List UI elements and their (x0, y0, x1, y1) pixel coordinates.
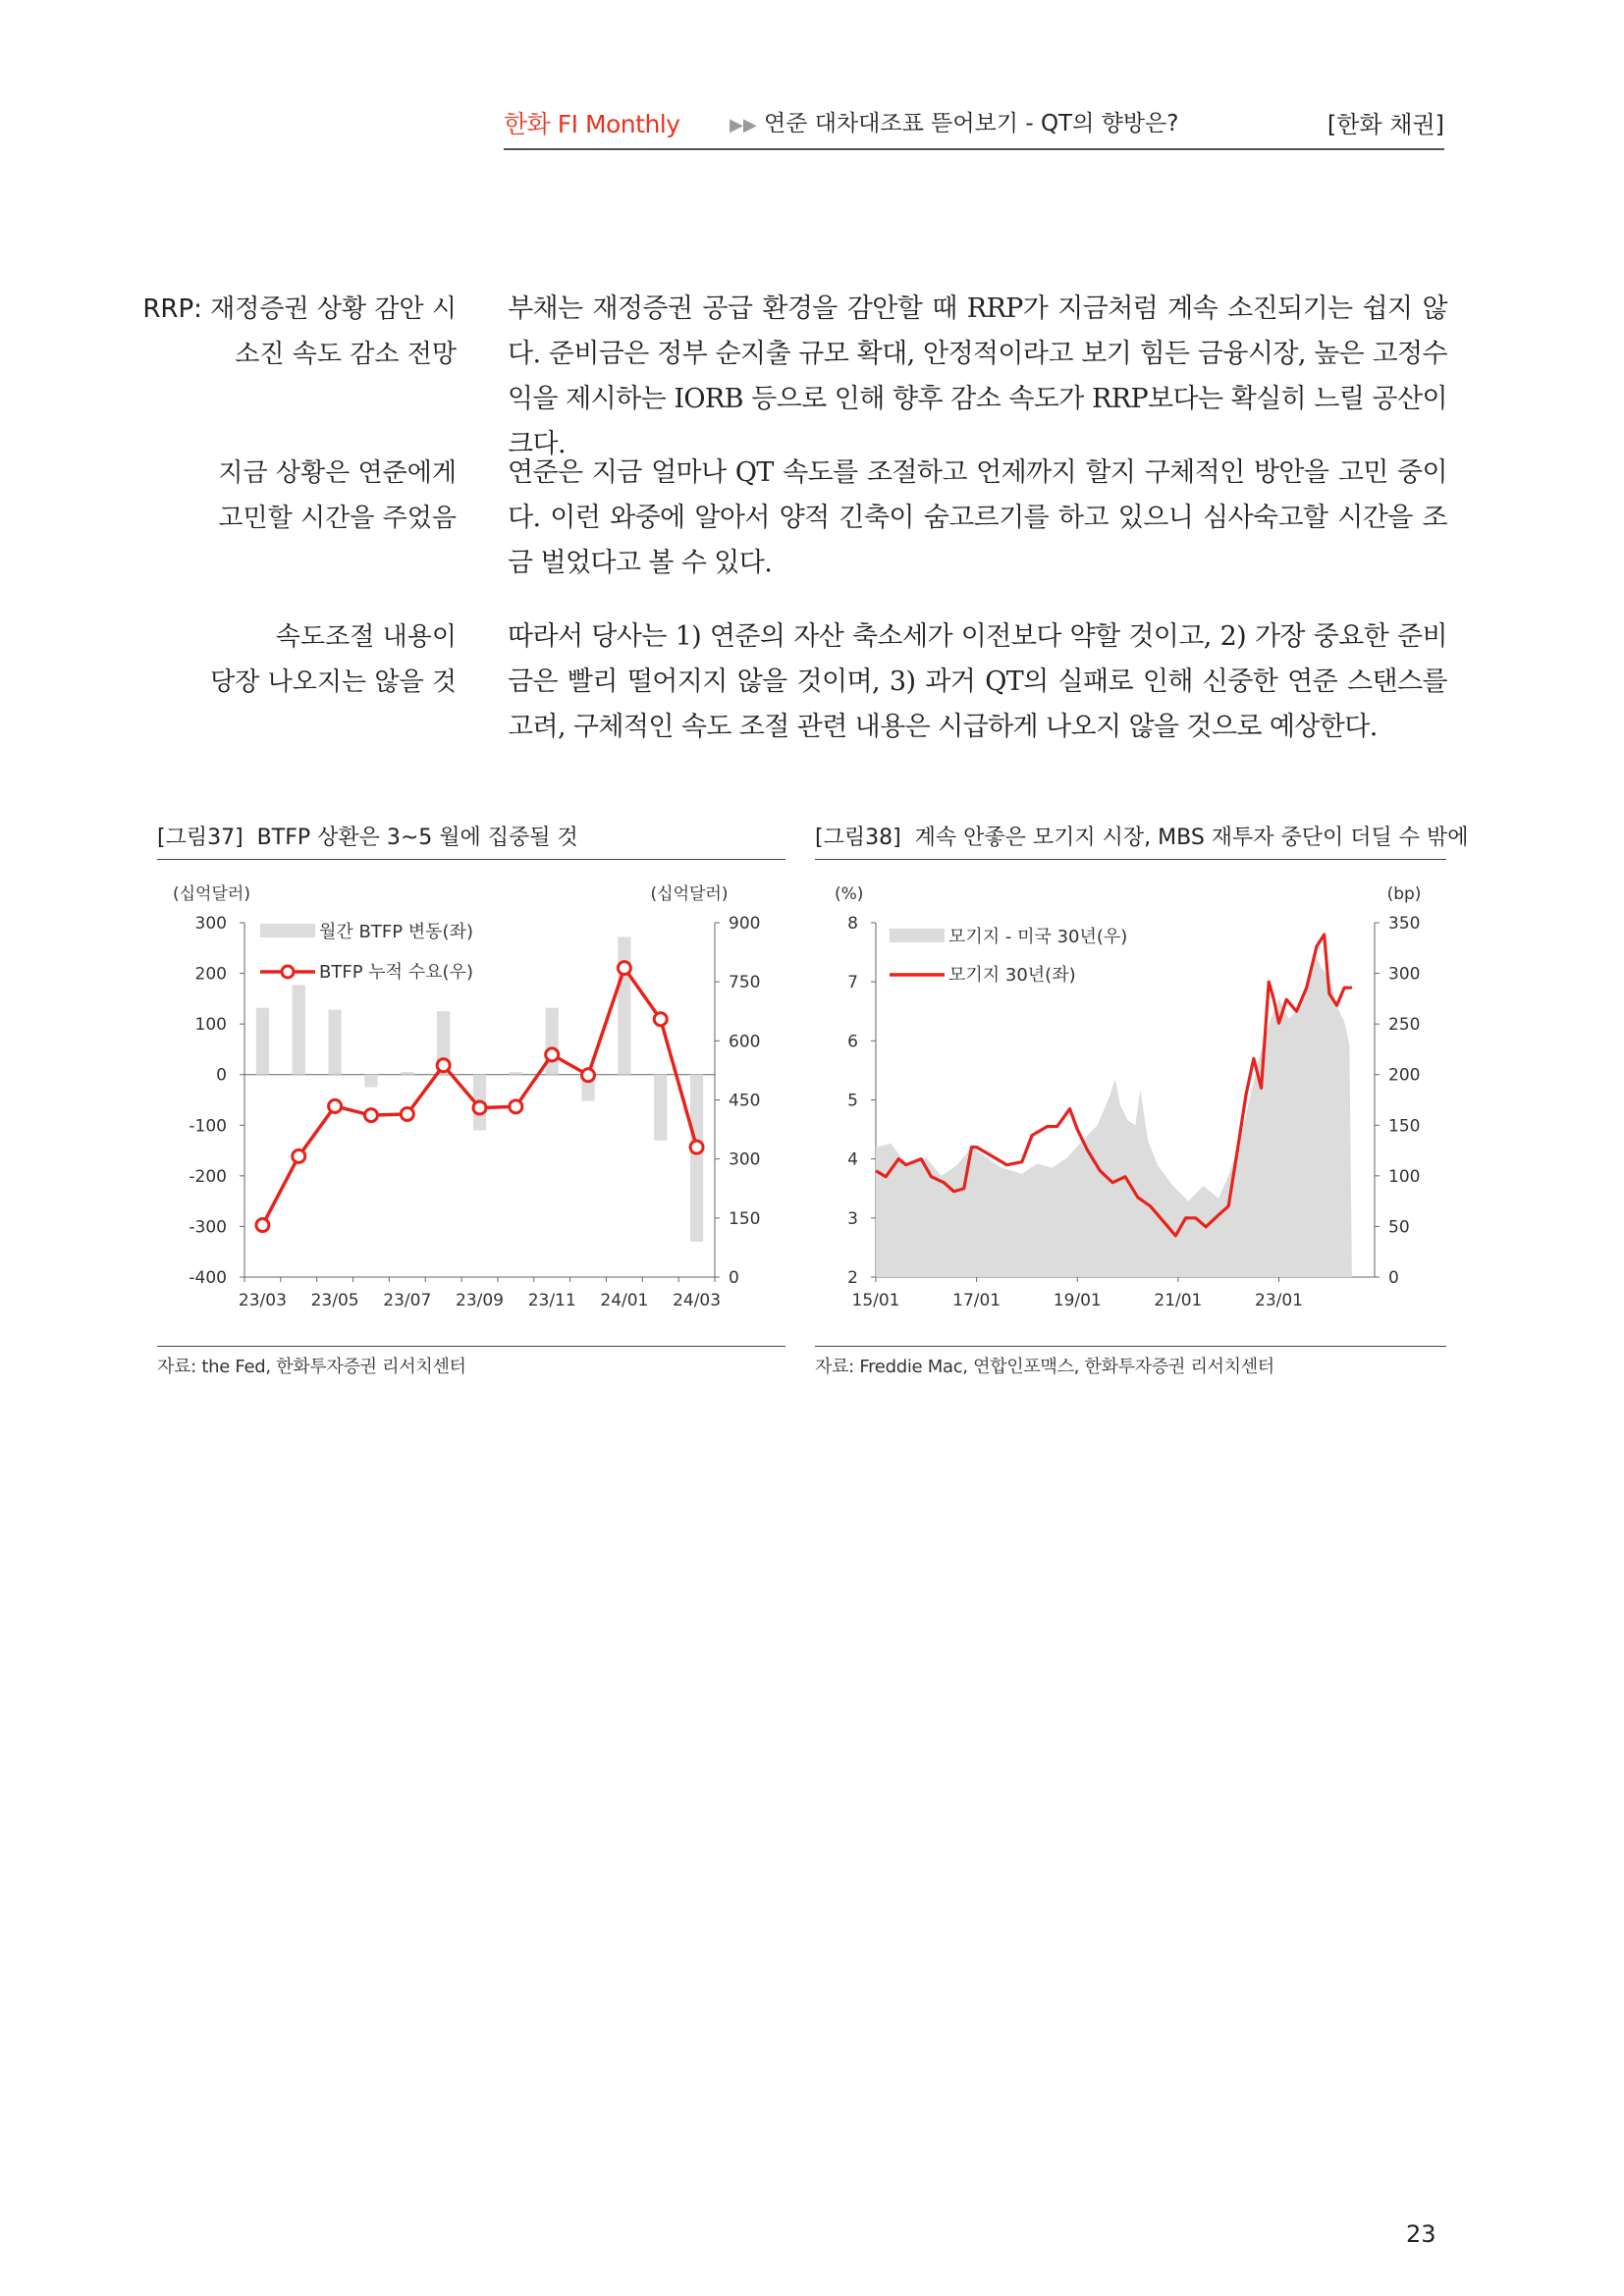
right-tick-label: 350 (1388, 914, 1421, 934)
btfp-point (437, 1059, 450, 1072)
paragraph-1: 부채는 재정증권 공급 환경을 감안할 때 RRP가 지금처럼 계속 소진되기는 쉽지 않다. 준비금은 정부 순지출 규모 확대, 안정적이라고 보기 힘든 금융시장, 높은 고정수익을 제시하는 IORB 등으로 인해 향후 감소 속도가 RRP보다는 확실히 느릴 공산이 크다. (508, 294, 1447, 459)
btfp-bar (654, 1075, 667, 1141)
x-tick-label: 17/01 (952, 1291, 1001, 1310)
left-tick-label: -300 (189, 1217, 227, 1238)
left-tick-label: 5 (847, 1091, 858, 1111)
header-title: 연준 대차대조표 뜯어보기 - QT의 향방은? (764, 111, 1179, 136)
figure-38-chart (815, 864, 1446, 1335)
left-tick-label: 100 (194, 1015, 227, 1036)
btfp-bar (546, 1008, 559, 1075)
figure-caption: 계속 안좋은 모기지 시장, MBS 재투자 중단이 더딜 수 밖에 (914, 826, 1469, 850)
btfp-bar (690, 1075, 703, 1242)
side-note-1 (133, 287, 457, 377)
left-axis-unit: (십억달러) (173, 884, 250, 904)
page-number: 23 (1406, 2220, 1436, 2248)
left-tick-label: 200 (194, 964, 227, 985)
left-tick-label: 4 (847, 1149, 858, 1170)
figure-37-title (157, 821, 578, 851)
header-breadcrumb (730, 105, 1179, 137)
left-tick-label: 7 (847, 973, 858, 993)
right-tick-label: 900 (729, 914, 761, 934)
x-tick-label: 21/01 (1154, 1291, 1203, 1310)
figure-number: [그림38] (815, 826, 901, 850)
side-note-3 (133, 614, 457, 705)
btfp-bar (364, 1075, 377, 1088)
btfp-point (654, 1013, 667, 1026)
legend-label-line: BTFP 누적 수요(우) (319, 962, 473, 983)
side-note-line: 고민할 시간을 주었음 (218, 504, 457, 533)
figure-38-bottom-rule (815, 1346, 1446, 1347)
header-arrows: ▶▶ (730, 115, 757, 135)
btfp-point (510, 1100, 522, 1113)
btfp-point (473, 1101, 486, 1114)
legend-label-area: 모기지 - 미국 30년(우) (948, 927, 1128, 947)
spread-area (876, 953, 1352, 1277)
btfp-point (364, 1109, 377, 1122)
legend-label-bar: 월간 BTFP 변동(좌) (319, 922, 473, 942)
header-tag: [한화 채권] (1326, 111, 1444, 138)
paragraph-3: 따라서 당사는 1) 연준의 자산 축소세가 이전보다 약할 것이고, 2) 가장 중요한 준비금은 빨리 떨어지지 않을 것이며, 3) 과거 QT의 실패로 인해 신중한 연준 스탠스를 고려, 구체적인 속도 조절 관련 내용은 시급하게 나오지 않을 것으로 예상한다. (508, 621, 1447, 742)
right-tick-label: 300 (1388, 964, 1421, 985)
legend-swatch-marker (282, 966, 294, 978)
legend-swatch-area (890, 929, 945, 942)
right-tick-label: 100 (1388, 1166, 1421, 1187)
btfp-point (293, 1149, 305, 1162)
x-tick-label: 23/11 (527, 1291, 576, 1310)
side-note-2 (133, 451, 457, 541)
right-axis-unit: (십억달러) (650, 884, 729, 904)
x-tick-label: 19/01 (1053, 1291, 1102, 1310)
x-tick-label: 24/01 (600, 1291, 649, 1310)
btfp-bar (401, 1072, 413, 1075)
x-tick-label: 23/07 (383, 1291, 432, 1310)
left-tick-label: 0 (216, 1065, 227, 1086)
left-tick-label: 300 (194, 914, 227, 934)
figure-38-source: 자료: Freddie Mac, 연합인포맥스, 한화투자증권 리서치센터 (815, 1357, 1274, 1377)
right-axis-unit: (bp) (1386, 884, 1422, 904)
btfp-point (582, 1069, 595, 1082)
right-tick-label: 300 (729, 1149, 761, 1170)
left-tick-label: -100 (189, 1116, 227, 1137)
btfp-bar (618, 936, 630, 1074)
x-tick-label: 23/01 (1255, 1291, 1304, 1310)
btfp-point (329, 1099, 342, 1112)
legend-swatch-bar (260, 924, 315, 937)
legend-label-line: 모기지 30년(좌) (948, 965, 1076, 986)
left-tick-label: -400 (189, 1268, 227, 1288)
btfp-point (401, 1107, 413, 1120)
right-tick-label: 200 (1388, 1065, 1421, 1086)
right-tick-label: 0 (729, 1268, 739, 1288)
btfp-point (618, 962, 630, 975)
btfp-point (690, 1141, 703, 1153)
btfp-point (546, 1048, 559, 1061)
figure-number: [그림37] (157, 826, 244, 850)
btfp-bar (510, 1072, 522, 1075)
btfp-bar (328, 1010, 341, 1075)
left-tick-label: 6 (847, 1032, 858, 1052)
paragraph-2: 연준은 지금 얼마나 QT 속도를 조절하고 언제까지 할지 구체적인 방안을 고민 중이다. 이런 와중에 알아서 양적 긴축이 숨고르기를 하고 있으니 심사숙고할 시간을 조금 벌었다고 볼 수 있다. (508, 457, 1447, 578)
figure-caption: BTFP 상환은 3~5 월에 집중될 것 (256, 826, 578, 850)
x-tick-label: 23/03 (238, 1291, 287, 1310)
left-tick-label: 2 (847, 1268, 858, 1288)
left-tick-label: -200 (189, 1166, 227, 1187)
page-header (504, 103, 1444, 150)
right-tick-label: 150 (1388, 1116, 1421, 1137)
right-tick-label: 750 (729, 973, 761, 993)
btfp-bar (256, 1008, 269, 1075)
header-brand: 한화 FI Monthly (504, 110, 680, 138)
btfp-point (256, 1219, 269, 1232)
figure-38-top-rule (815, 859, 1446, 860)
right-tick-label: 450 (729, 1091, 761, 1111)
x-tick-label: 23/09 (456, 1291, 504, 1310)
side-note-line: 지금 상황은 연준에게 (218, 458, 457, 488)
right-tick-label: 50 (1388, 1217, 1410, 1238)
side-note-line: RRP: 재정증권 상황 감안 시 (142, 294, 457, 324)
x-tick-label: 15/01 (851, 1291, 900, 1310)
x-tick-label: 24/03 (673, 1291, 722, 1310)
side-note-line: 소진 속도 감소 전망 (235, 340, 457, 369)
btfp-bar (293, 985, 305, 1074)
figure-37-chart (157, 864, 785, 1335)
figure-37-top-rule (157, 859, 785, 860)
left-axis-unit: (%) (835, 884, 864, 904)
right-tick-label: 250 (1388, 1015, 1421, 1036)
figure-37-bottom-rule (157, 1346, 785, 1347)
left-tick-label: 8 (847, 914, 858, 934)
left-tick-label: 3 (847, 1208, 858, 1229)
right-tick-label: 150 (729, 1208, 761, 1229)
figure-38-title (815, 821, 1469, 851)
side-note-line: 당장 나오지는 않을 것 (210, 667, 457, 697)
x-tick-label: 23/05 (310, 1291, 359, 1310)
figure-37-source: 자료: the Fed, 한화투자증권 리서치센터 (157, 1357, 466, 1377)
right-tick-label: 0 (1388, 1268, 1399, 1288)
right-tick-label: 600 (729, 1032, 761, 1052)
side-note-line: 속도조절 내용이 (275, 622, 457, 652)
